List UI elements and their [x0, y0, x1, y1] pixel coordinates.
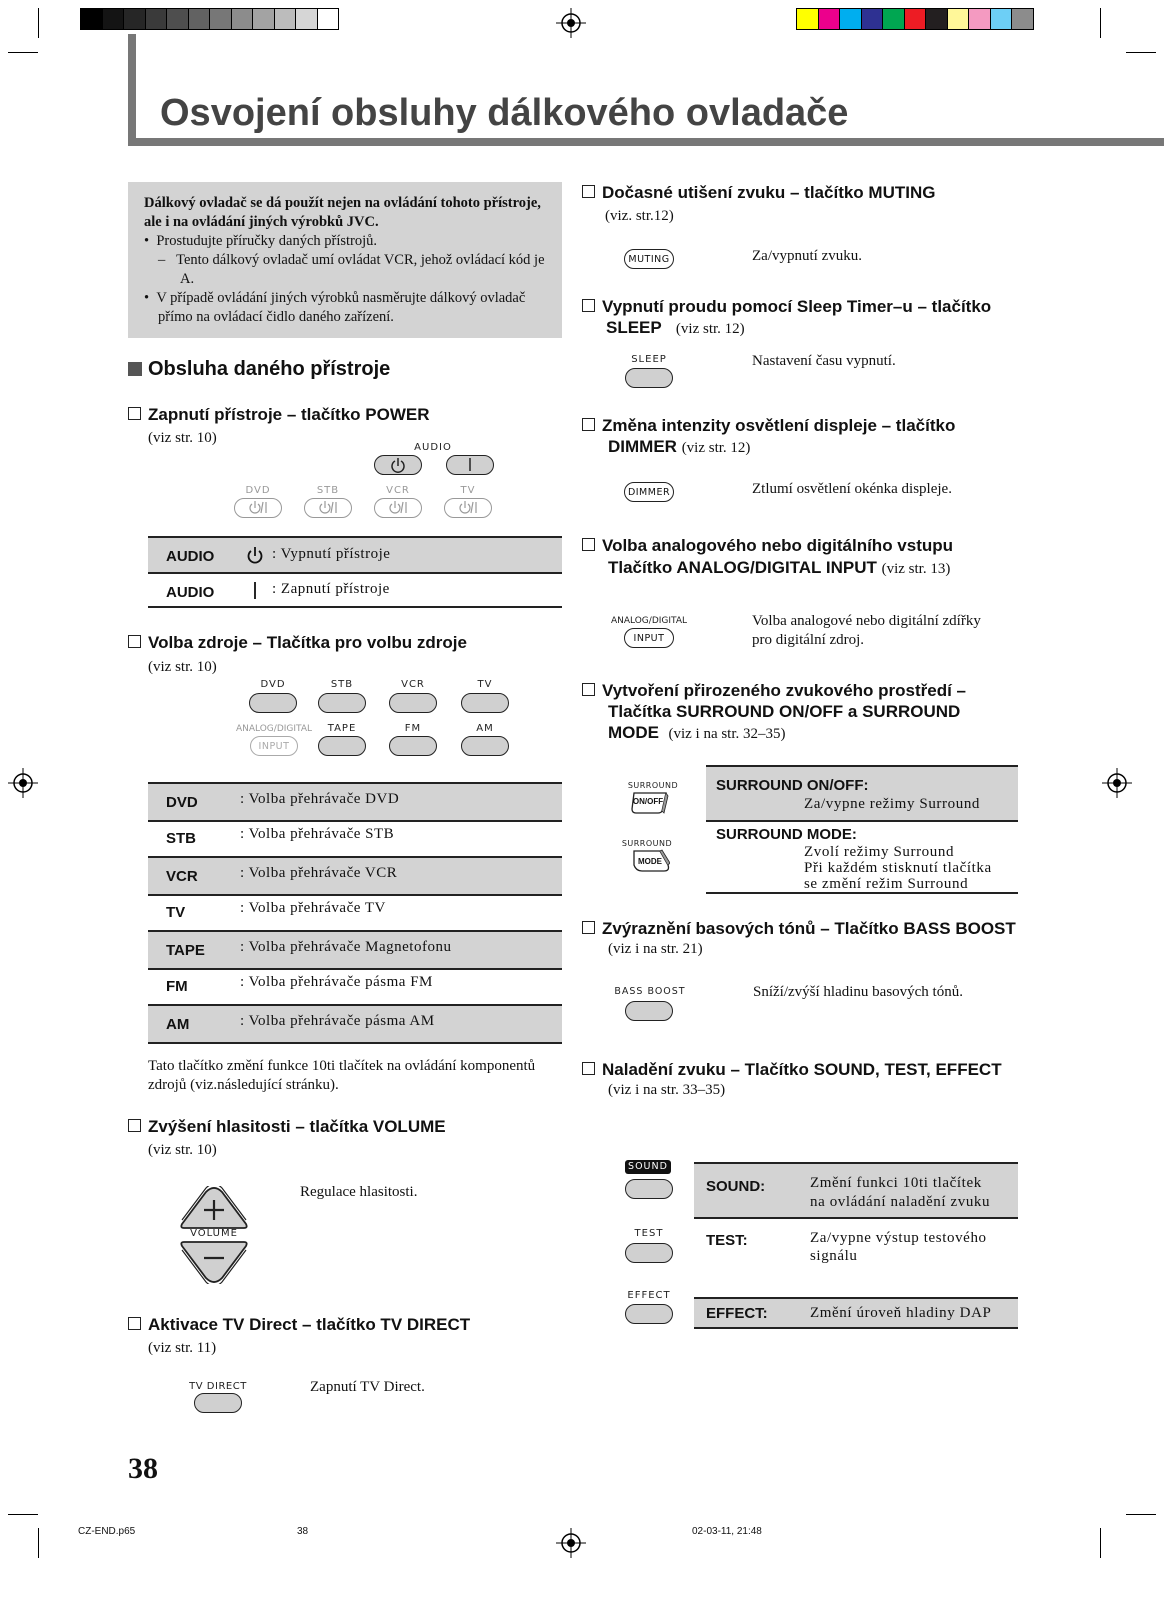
- title-underline: [128, 138, 1164, 146]
- tvdirect-desc: Zapnutí TV Direct.: [310, 1379, 425, 1395]
- gray-swatch: [252, 8, 275, 30]
- footer-date: 02-03-11, 21:48: [692, 1526, 762, 1537]
- volume-ref: (viz str. 10): [148, 1142, 217, 1158]
- source-button[interactable]: [318, 736, 366, 756]
- power-source-button[interactable]: [234, 498, 282, 518]
- test-row: TEST: Za/vypne výstup testového signálu: [706, 1230, 987, 1264]
- test-button[interactable]: [625, 1243, 673, 1263]
- muting-button[interactable]: MUTING: [624, 249, 674, 269]
- source-heading: Volba zdroje – Tlačítka pro volbu zdroje: [128, 632, 467, 653]
- sound-button[interactable]: [625, 1179, 673, 1199]
- footer-page: 38: [297, 1526, 309, 1537]
- gray-swatch: [166, 8, 189, 30]
- sound-label: SOUND: [625, 1160, 671, 1174]
- source-label: AM: [476, 723, 494, 734]
- sleep-heading-2: SLEEP (viz str. 12): [606, 318, 745, 337]
- dimmer-heading-2: DIMMER (viz str. 12): [608, 437, 751, 456]
- page-title: Osvojení obsluhy dálkového ovladače: [160, 92, 849, 134]
- tvdirect-button[interactable]: [194, 1393, 242, 1413]
- color-swatch: [904, 8, 927, 30]
- surround-onoff-text: ON/OFF: [632, 797, 664, 806]
- surround-heading-2: Tlačítka SURROUND ON/OFF a SURROUND: [608, 702, 961, 721]
- power-icon: [374, 455, 422, 475]
- power-source-label: STB: [316, 485, 340, 496]
- crop-mark: [38, 8, 39, 38]
- power-source-label: VCR: [386, 485, 410, 496]
- analog-heading: Volba analogového nebo digitálního vstupu: [582, 535, 953, 556]
- volume-label: VOLUME: [190, 1228, 238, 1239]
- source-button[interactable]: [249, 693, 297, 713]
- source-label: STB: [330, 679, 354, 690]
- sleep-heading: Vypnutí proudu pomocí Sleep Timer–u – tlačítko: [582, 296, 991, 317]
- title-accent-bar: [128, 34, 136, 146]
- crop-mark: [38, 1528, 39, 1558]
- gray-swatch: [145, 8, 168, 30]
- power-source-label: DVD: [245, 485, 271, 496]
- gray-swatch: [102, 8, 125, 30]
- crop-mark: [8, 1514, 38, 1515]
- muting-heading: Dočasné utišení zvuku – tlačítko MUTING: [582, 182, 935, 203]
- source-ref: (viz str. 10): [148, 659, 217, 675]
- grayscale-bar: [80, 8, 338, 30]
- bass-ref: (viz i na str. 21): [608, 941, 703, 957]
- info-bullet: • Prostudujte příručky daných přístrojů.: [144, 233, 378, 249]
- section-title: Obsluha daného přístroje: [128, 358, 390, 381]
- table-row: TAPE : Volba přehrávače Magnetofonu: [148, 930, 562, 970]
- sound-heading: Naladění zvuku – Tlačítko SOUND, TEST, EFFECT: [582, 1059, 1002, 1080]
- analog-input-button[interactable]: INPUT: [250, 736, 298, 756]
- table-row: VCR : Volba přehrávače VCR: [148, 856, 562, 896]
- analog-desc: Volba analogové nebo digitální zdířky pro digitální zdroj.: [752, 613, 981, 648]
- footer-file: CZ-END.p65: [78, 1526, 136, 1537]
- gray-swatch: [123, 8, 146, 30]
- gray-swatch: [209, 8, 232, 30]
- surround-onoff-row: SURROUND ON/OFF: Za/vypne režimy Surround: [706, 765, 1018, 822]
- surround-mode-text: MODE: [638, 857, 662, 866]
- crop-mark: [1126, 52, 1156, 53]
- sound-ref: (viz i na str. 33–35): [608, 1082, 726, 1098]
- table-row: AM : Volba přehrávače pásma AM: [148, 1004, 562, 1044]
- gray-swatch: [295, 8, 318, 30]
- tvdirect-label: TV DIRECT: [189, 1381, 247, 1392]
- color-swatch: [1011, 8, 1034, 30]
- color-swatch: [925, 8, 948, 30]
- sound-row: SOUND: Změní funkci 10ti tlačítek na ovládání naladění zvuku: [694, 1162, 1018, 1219]
- color-swatch: [818, 8, 841, 30]
- color-swatch: [990, 8, 1013, 30]
- color-swatch: [882, 8, 905, 30]
- crop-mark: [8, 52, 38, 53]
- source-label: DVD: [260, 679, 286, 690]
- registration-mark-icon: [556, 8, 586, 38]
- power-source-button[interactable]: [304, 498, 352, 518]
- table-row: STB : Volba přehrávače STB: [166, 826, 395, 847]
- crop-mark: [1126, 1514, 1156, 1515]
- gray-swatch: [80, 8, 103, 30]
- info-bullet: • V případě ovládání jiných výrobků nasměrujte dálkový ovladač přímo na ovládací čidlo daného zařízení.: [144, 290, 526, 325]
- source-label: TV: [477, 679, 493, 690]
- effect-button[interactable]: [625, 1304, 673, 1324]
- power-source-label: TV: [460, 485, 476, 496]
- gray-swatch: [317, 8, 340, 30]
- color-swatch: [796, 8, 819, 30]
- color-swatch: [947, 8, 970, 30]
- audio-standby-button[interactable]: [374, 455, 422, 475]
- on-bar-icon: [250, 581, 260, 601]
- crop-mark: [1100, 1528, 1101, 1558]
- color-swatch: [968, 8, 991, 30]
- table-row: FM : Volba přehrávače pásma FM: [166, 974, 433, 995]
- sleep-button[interactable]: [625, 368, 673, 388]
- volume-desc: Regulace hlasitosti.: [300, 1184, 418, 1200]
- color-swatch: [861, 8, 884, 30]
- source-button[interactable]: [461, 736, 509, 756]
- volume-down-button[interactable]: [176, 1240, 252, 1284]
- source-label: FM: [404, 723, 422, 734]
- surround-onoff-label: SURROUND: [627, 781, 679, 790]
- source-label: TAPE: [327, 723, 357, 734]
- source-button[interactable]: [461, 693, 509, 713]
- crop-mark: [1100, 8, 1101, 38]
- table-row: DVD : Volba přehrávače DVD: [148, 782, 562, 822]
- color-bar: [796, 8, 1033, 30]
- source-button[interactable]: [318, 693, 366, 713]
- info-bold: Dálkový ovladač se dá použít nejen na ovládání tohoto přístroje, ale i na ovládání jiných výrobků JVC.: [144, 195, 541, 230]
- audio-label: AUDIO: [414, 442, 452, 453]
- dimmer-desc: Ztlumí osvětlení okénka displeje.: [752, 481, 952, 497]
- power-heading: Zapnutí přístroje – tlačítko POWER: [128, 404, 429, 425]
- analog-input-button[interactable]: INPUT: [624, 628, 674, 648]
- page-number: 38: [128, 1452, 158, 1485]
- volume-heading: Zvýšení hlasitosti – tlačítka VOLUME: [128, 1116, 446, 1137]
- info-box: [128, 182, 562, 338]
- gray-swatch: [274, 8, 297, 30]
- test-label: TEST: [634, 1228, 664, 1239]
- tvdirect-ref: (viz str. 11): [148, 1340, 217, 1356]
- power-source-button[interactable]: [374, 498, 422, 518]
- registration-mark-icon: [1102, 768, 1132, 798]
- surround-heading: Vytvoření přirozeného zvukového prostředí –: [582, 680, 966, 701]
- info-sub-bullet: – Tento dálkový ovladač umí ovládat VCR, jehož ovládací kód je A.: [158, 252, 545, 287]
- registration-mark-icon: [8, 768, 38, 798]
- audio-on-button[interactable]: [446, 455, 494, 475]
- surround-mode-label: SURROUND: [621, 839, 673, 848]
- muting-ref: (viz. str.12): [605, 208, 674, 224]
- table-row: AUDIO : Zapnutí přístroje: [148, 574, 562, 608]
- power-toggle-icon: [234, 498, 282, 518]
- analog-heading-2: Tlačítko ANALOG/DIGITAL INPUT (viz str. 13): [608, 558, 951, 577]
- power-toggle-icon: [374, 498, 422, 518]
- sleep-desc: Nastavení času vypnutí.: [752, 353, 896, 369]
- power-source-button[interactable]: [444, 498, 492, 518]
- effect-label: EFFECT: [627, 1290, 671, 1301]
- source-label: VCR: [401, 679, 425, 690]
- color-swatch: [839, 8, 862, 30]
- registration-mark-icon: [556, 1528, 586, 1558]
- power-icon: [246, 546, 264, 566]
- surround-mode-row: SURROUND MODE: Zvolí režimy Surround Při každém stisknutí tlačítka se změní režim Surround: [706, 822, 1018, 894]
- bass-heading: Zvýraznění basových tónů – Tlačítko BASS BOOST: [582, 918, 1016, 939]
- bass-desc: Sníží/zvýší hladinu basových tónů.: [753, 984, 963, 1000]
- source-button[interactable]: [389, 736, 437, 756]
- volume-up-button[interactable]: [176, 1186, 252, 1230]
- dimmer-heading: Změna intenzity osvětlení displeje – tlačítko: [582, 415, 955, 436]
- on-bar-icon: [446, 455, 494, 475]
- table-row: AUDIO : Vypnutí přístroje: [148, 536, 562, 574]
- gray-swatch: [188, 8, 211, 30]
- bass-label: BASS BOOST: [614, 986, 686, 997]
- gray-swatch: [231, 8, 254, 30]
- power-ref: (viz str. 10): [148, 430, 217, 446]
- source-button[interactable]: [389, 693, 437, 713]
- bass-boost-button[interactable]: [625, 1001, 673, 1021]
- dimmer-button[interactable]: DIMMER: [624, 482, 674, 502]
- power-toggle-icon: [444, 498, 492, 518]
- effect-row: EFFECT: Změní úroveň hladiny DAP: [694, 1297, 1018, 1329]
- sleep-label: SLEEP: [631, 354, 667, 365]
- muting-desc: Za/vypnutí zvuku.: [752, 248, 862, 264]
- tvdirect-heading: Aktivace TV Direct – tlačítko TV DIRECT: [128, 1314, 470, 1335]
- source-note: Tato tlačítko změní funkce 10ti tlačítek na ovládání komponentů zdrojů (viz.následující stránku).: [148, 1058, 536, 1093]
- power-toggle-icon: [304, 498, 352, 518]
- analog-digital-label: ANALOG/DIGITAL: [235, 724, 312, 734]
- surround-heading-3: MODE (viz i na str. 32–35): [608, 723, 786, 742]
- analog-label: ANALOG/DIGITAL: [610, 616, 687, 626]
- table-row: TV : Volba přehrávače TV: [166, 900, 386, 921]
